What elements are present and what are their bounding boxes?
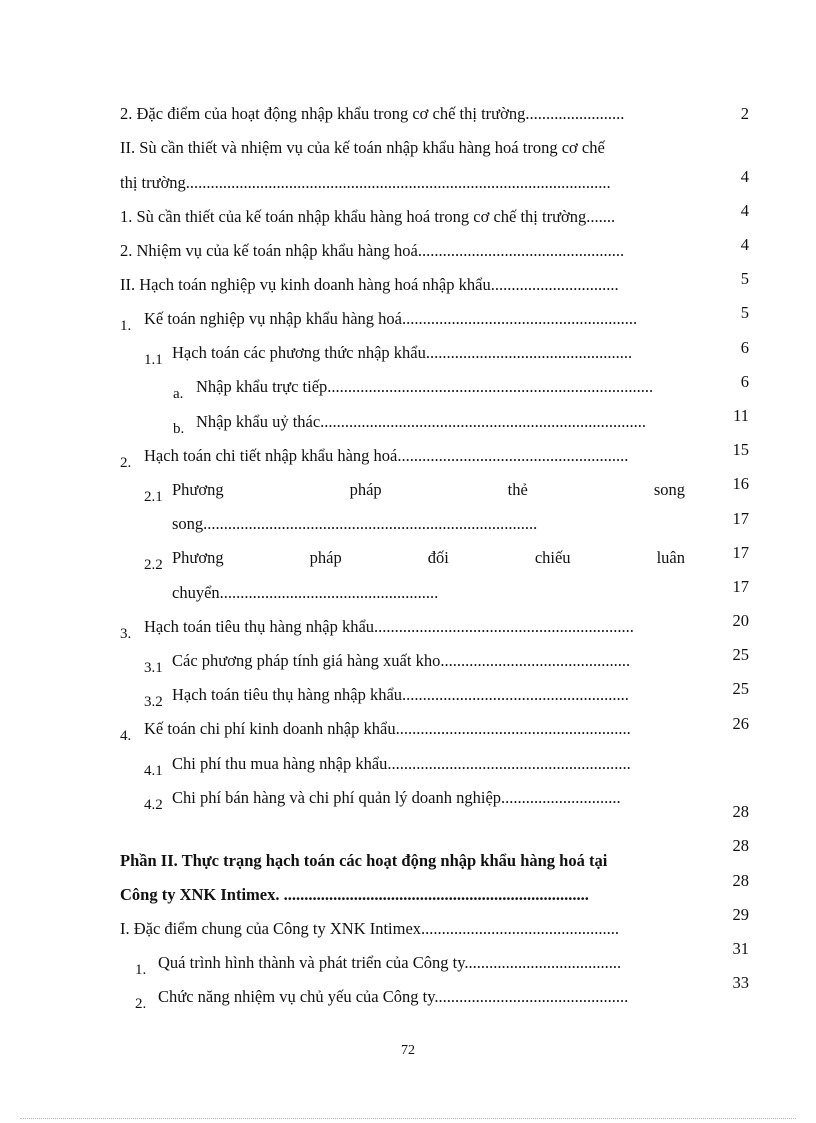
- toc-entry: [120, 138, 685, 158]
- page-footer-number: 72: [401, 1043, 415, 1058]
- toc-word: luân: [656, 548, 685, 567]
- page-bottom-rule: [20, 1118, 796, 1119]
- toc-page-number: 4: [740, 201, 749, 220]
- toc-page-number: 6: [740, 372, 749, 391]
- toc-entry-number: 2.2: [144, 557, 163, 573]
- toc-entry: Hạch toán tiêu thụ hàng nhập khẩu...............................................................: [144, 617, 634, 636]
- toc-page-number: 4: [740, 235, 749, 254]
- toc-page-number: 16: [732, 474, 749, 493]
- toc-entry: Nhập khẩu trực tiếp...............................................................................: [196, 377, 654, 396]
- toc-entry-justified: [172, 548, 685, 568]
- toc-entry-number: 3.2: [144, 694, 163, 710]
- toc-entry-continued: song.................................................................................: [172, 514, 538, 533]
- toc-page-number: 20: [732, 611, 749, 630]
- toc-entry: Kế toán nghiệp vụ nhập khẩu hàng hoá.........................................................: [144, 309, 638, 328]
- toc-entry: I. Đặc điểm chung của Công ty XNK Intimex................................................: [120, 919, 620, 938]
- toc-word: Phương: [172, 480, 224, 499]
- toc-entry: II. Hạch toán nghiệp vụ kinh doanh hàng hoá nhập khẩu...............................: [120, 275, 619, 294]
- toc-page-number: 29: [732, 905, 749, 924]
- toc-entry: Hạch toán chi tiết nhập khẩu hàng hoá........................................................: [144, 446, 629, 465]
- toc-entry: Hạch toán các phương thức nhập khẩu..................................................: [172, 343, 633, 362]
- toc-entry: Chức năng nhiệm vụ chủ yếu của Công ty...............................................: [158, 987, 629, 1006]
- toc-page-number: 6: [740, 338, 749, 357]
- toc-word: pháp: [309, 548, 342, 567]
- toc-entry: Chi phí thu mua hàng nhập khẩu...........................................................: [172, 754, 631, 773]
- toc-page-number: 28: [732, 802, 749, 821]
- toc-entry: Quá trình hình thành và phát triển của Công ty......................................: [158, 953, 622, 972]
- toc-entry-text: II. Sù cần thiết và nhiệm vụ của kế toán nhập khẩu hàng hoá trong cơ chế: [120, 138, 605, 157]
- toc-page-number: 5: [740, 269, 749, 288]
- toc-page-number: 28: [732, 871, 749, 890]
- toc-page-number: 33: [732, 973, 749, 992]
- toc-word: Phương: [172, 548, 224, 567]
- toc-part-heading-continued: Công ty XNK Intimex. ..........................................................................: [120, 885, 589, 904]
- toc-entry-continued: thị trường.......................................................................................................: [120, 173, 611, 192]
- toc-entry-number: 1.: [120, 318, 132, 334]
- toc-page-number: 25: [732, 645, 749, 664]
- toc-entry: Kế toán chi phí kinh doanh nhập khẩu.........................................................: [144, 719, 631, 738]
- toc-entry-number: 2.: [135, 996, 147, 1012]
- toc-entry-number: 2.: [120, 455, 132, 471]
- toc-entry: 1. Sù cần thiết của kế toán nhập khẩu hàng hoá trong cơ chế thị trường.......: [120, 207, 616, 226]
- toc-word: thẻ: [507, 480, 528, 499]
- toc-entry-number: 1.1: [144, 352, 163, 368]
- toc-entry-number: 4.: [120, 728, 132, 744]
- toc-entry-number: a.: [173, 386, 184, 402]
- toc-entry-number: 3.: [120, 626, 132, 642]
- toc-entry: 2. Nhiệm vụ của kế toán nhập khẩu hàng hoá..................................................: [120, 241, 625, 260]
- toc-entry-number: 1.: [135, 962, 147, 978]
- toc-word: pháp: [349, 480, 382, 499]
- toc-entry: Chi phí bán hàng và chi phí quản lý doanh nghiệp.............................: [172, 788, 621, 807]
- toc-entry: Nhập khẩu uỷ thác...............................................................................: [196, 412, 647, 431]
- toc-page-number: 2: [740, 104, 749, 123]
- toc-word: đối: [427, 548, 449, 567]
- toc-entry: 2. Đặc điểm của hoạt động nhập khẩu trong cơ chế thị trường........................: [120, 104, 625, 123]
- toc-entry: Hạch toán tiêu thụ hàng nhập khẩu.......................................................: [172, 685, 629, 704]
- toc-entry-number: 4.2: [144, 797, 163, 813]
- toc-entry-number: b.: [173, 421, 185, 437]
- toc-entry-continued: chuyển.....................................................: [172, 583, 439, 602]
- toc-part-heading: Phần II. Thực trạng hạch toán các hoạt động nhập khẩu hàng hoá tại: [120, 851, 608, 870]
- toc-entry-justified: [172, 480, 685, 500]
- toc-entry: Các phương pháp tính giá hàng xuất kho..............................................: [172, 651, 631, 670]
- toc-page-number: 31: [732, 939, 749, 958]
- toc-word: song: [653, 480, 685, 499]
- toc-page-number: 25: [732, 679, 749, 698]
- toc-entry-number: 2.1: [144, 489, 163, 505]
- toc-page-number: 26: [732, 714, 749, 733]
- toc-page-number: 17: [732, 577, 749, 596]
- toc-page-number: 4: [740, 167, 749, 186]
- toc-word: chiếu: [534, 548, 571, 567]
- toc-page-number: 11: [733, 406, 749, 425]
- toc-page-number: 28: [732, 836, 749, 855]
- toc-entry-number: 3.1: [144, 660, 163, 676]
- toc-page-number: 17: [732, 509, 749, 528]
- toc-page-number: 17: [732, 543, 749, 562]
- toc-page-number: 5: [740, 303, 749, 322]
- toc-page-number: 15: [732, 440, 749, 459]
- toc-entry-number: 4.1: [144, 763, 163, 779]
